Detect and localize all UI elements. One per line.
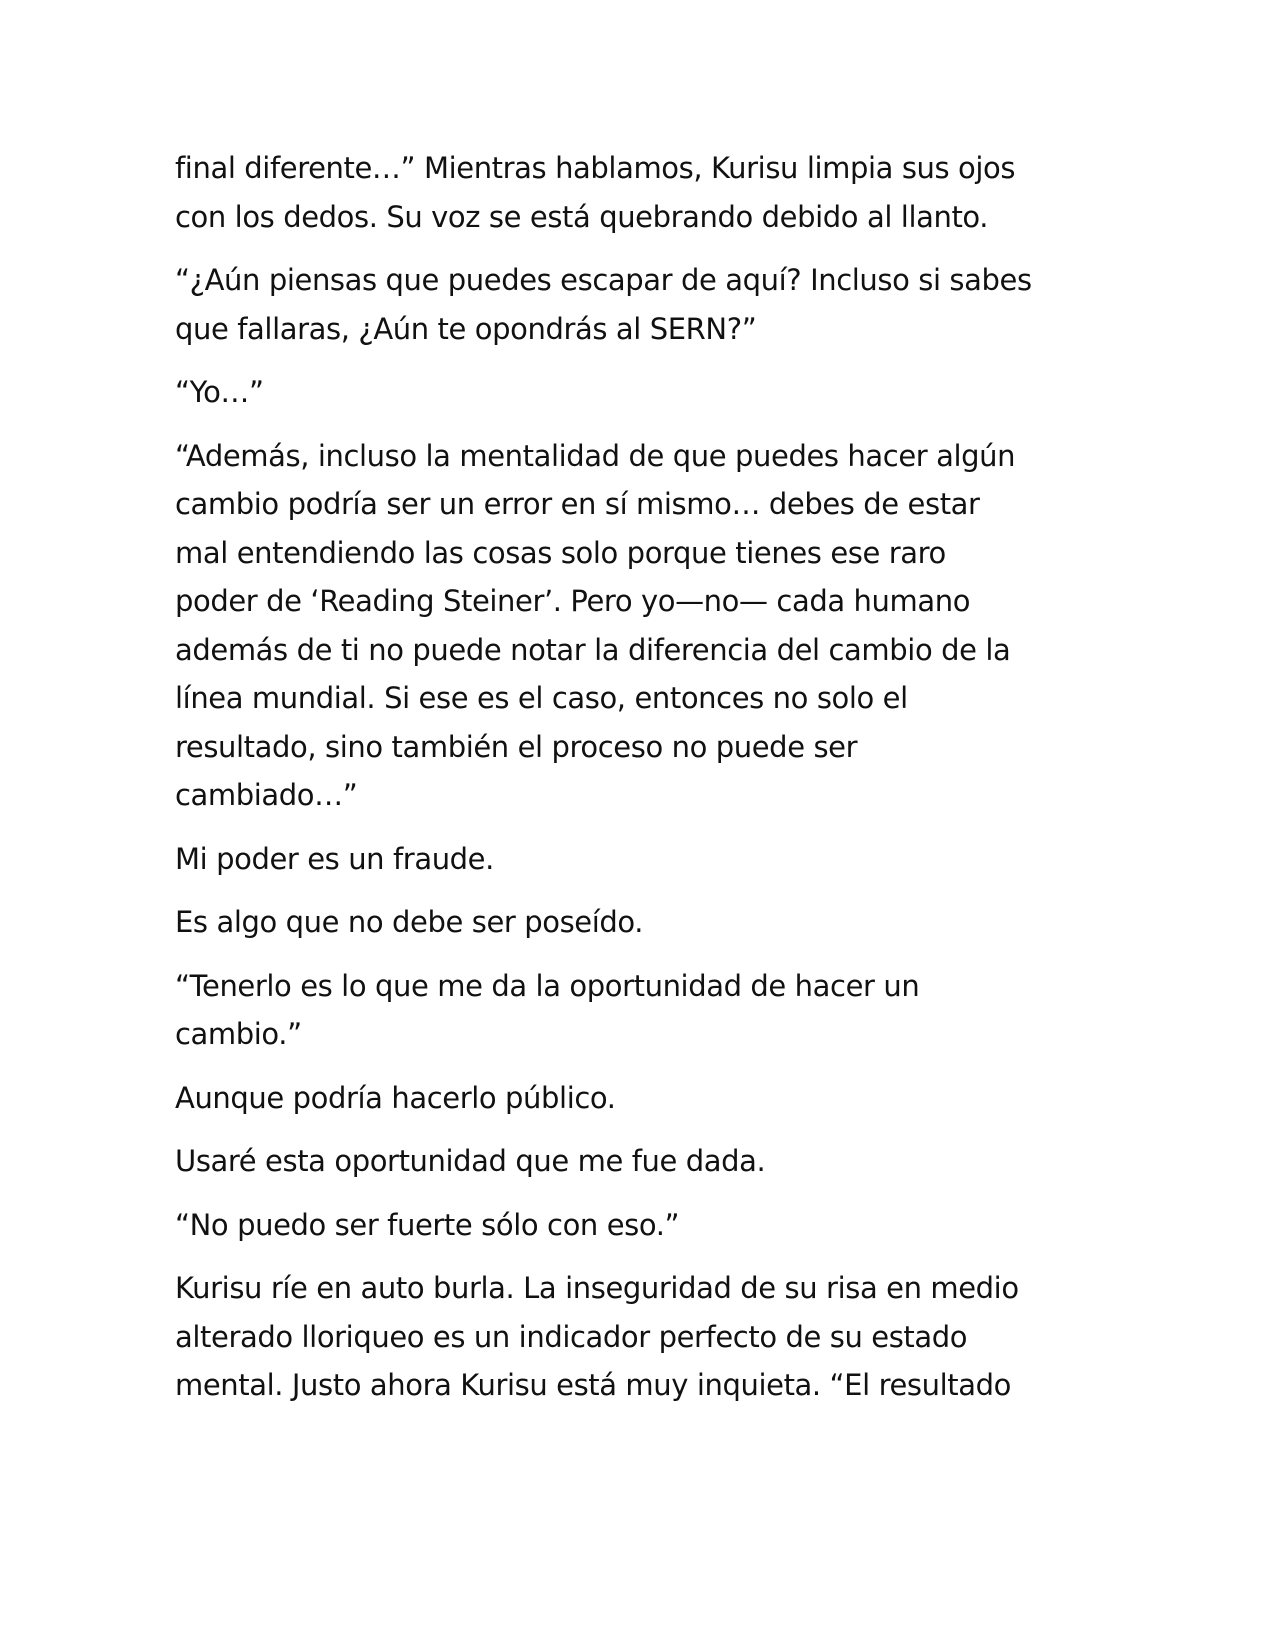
text-line: poder de ‘Reading Steiner’. Pero yo—no— cada humano <box>175 584 971 618</box>
text-line: alterado lloriqueo es un indicador perfecto de su estado <box>175 1319 968 1354</box>
paragraph <box>175 256 1105 353</box>
text-line: además de ti no puede notar la diferencia del cambio de la <box>175 632 1011 667</box>
paragraph <box>175 432 1105 820</box>
text-line: que fallaras, ¿Aún te opondrás al SERN?” <box>175 311 757 346</box>
text-line: “No puedo ser fuerte sólo con eso.” <box>175 1207 680 1242</box>
text-line: mental. Justo ahora Kurisu está muy inquieta. “El resultado <box>175 1368 1011 1402</box>
text-line: Es algo que no debe ser poseído. <box>175 905 644 939</box>
text-line: Kurisu ríe en auto burla. La inseguridad de su risa en medio <box>175 1271 1019 1305</box>
paragraph <box>175 1264 1105 1410</box>
paragraph <box>175 898 1105 947</box>
text-line: línea mundial. Si ese es el caso, entonces no solo el <box>175 681 908 715</box>
document-body <box>175 144 1105 1425</box>
paragraph <box>175 1074 1105 1123</box>
text-line: “¿Aún piensas que puedes escapar de aquí? Incluso si sabes <box>175 263 1032 297</box>
text-line: “Tenerlo es lo que me da la oportunidad de hacer un <box>175 968 920 1003</box>
text-line: cambio.” <box>175 1017 302 1051</box>
paragraph <box>175 144 1105 241</box>
paragraph <box>175 1201 1105 1250</box>
text-line: “Además, incluso la mentalidad de que puedes hacer algún <box>175 438 1016 473</box>
text-line: mal entendiendo las cosas solo porque tienes ese raro <box>175 535 946 570</box>
text-line: Mi poder es un fraude. <box>175 841 494 876</box>
text-line: resultado, sino también el proceso no puede ser <box>175 729 858 764</box>
paragraph <box>175 835 1105 884</box>
text-line: Usaré esta oportunidad que me fue dada. <box>175 1144 766 1178</box>
text-line: cambio podría ser un error en sí mismo… debes de estar <box>175 487 980 521</box>
text-line: “Yo…” <box>175 375 264 409</box>
paragraph <box>175 368 1105 417</box>
text-line: final diferente…” Mientras hablamos, Kurisu limpia sus ojos <box>175 151 1016 185</box>
text-line: Aunque podría hacerlo público. <box>175 1080 616 1115</box>
text-line: cambiado…” <box>175 778 358 812</box>
paragraph <box>175 1137 1105 1186</box>
paragraph <box>175 962 1105 1059</box>
text-line: con los dedos. Su voz se está quebrando debido al llanto. <box>175 199 989 234</box>
